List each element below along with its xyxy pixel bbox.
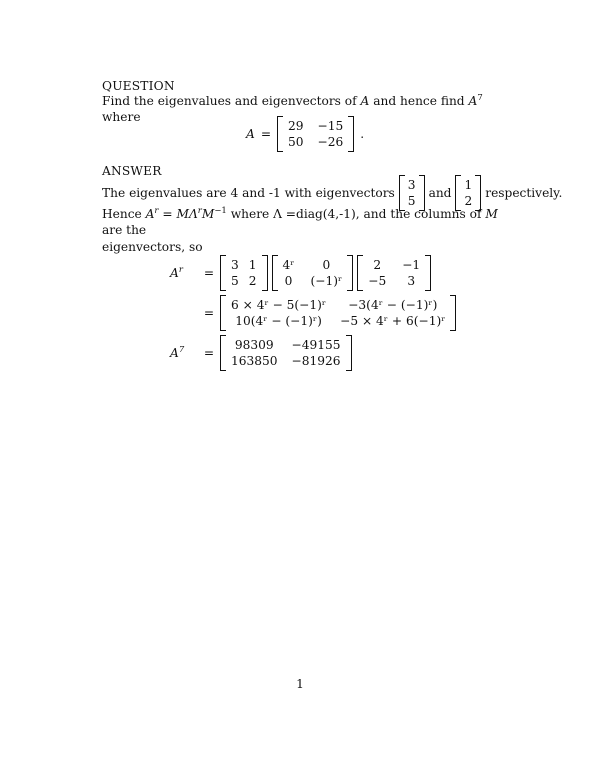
matrix-cell: 29 bbox=[288, 119, 304, 133]
hence-suffix: are the bbox=[102, 223, 147, 238]
page-number: 1 bbox=[296, 677, 304, 691]
lhs-A7: A bbox=[170, 345, 179, 360]
derivation-row-1: $A^r$ = 3 1 5 2 4ʳ 0 0 (−1)ʳ 2 −1 −5 3 bbox=[170, 255, 456, 291]
matrix-name: A bbox=[360, 94, 370, 108]
question-heading: QUESTION bbox=[102, 79, 175, 93]
matrix-cell: −15 bbox=[317, 119, 344, 133]
matrix-A-label: A bbox=[246, 126, 255, 141]
vector-cell: 5 bbox=[407, 194, 416, 208]
matrix-result-r: 6 × 4ʳ − 5(−1)ʳ −3(4ʳ − (−1)ʳ) 10(4ʳ − (−1)ʳ) −5 × 4ʳ + 6(−1)ʳ bbox=[220, 295, 456, 331]
matrix-M: 3 1 5 2 bbox=[220, 255, 268, 291]
question-text-prefix: Find the eigenvalues and eigenvectors of bbox=[102, 94, 357, 108]
derivation-row-3: $A^7$ = 98309 −49155 163850 −81926 bbox=[170, 335, 456, 371]
matrix-result-7: 98309 −49155 163850 −81926 bbox=[220, 335, 352, 371]
vector-cell: 3 bbox=[407, 178, 416, 192]
matrix-A bbox=[277, 116, 354, 152]
hence-mid: where Λ =diag(4,-1), and the columns of bbox=[230, 207, 482, 221]
vector-cell: 1 bbox=[464, 178, 473, 192]
matrix-name-2: A bbox=[468, 94, 478, 108]
hence-prefix: Hence bbox=[102, 207, 142, 221]
matrix-A-definition: A = 29 −15 50 −26 . bbox=[246, 116, 364, 152]
derivation-row-2: = 6 × 4ʳ − 5(−1)ʳ −3(4ʳ − (−1)ʳ) 10(4ʳ − (−1)ʳ) −5 × 4ʳ + 6(−1)ʳ bbox=[170, 295, 456, 331]
lhs-Ar: A bbox=[170, 265, 179, 280]
hence-sentence: Hence $A^r = M\Lambda^rM^{-1}$ where Λ =diag(4,-1), and the columns of M are the eigenvectors, so bbox=[102, 205, 498, 254]
matrix-cell: 50 bbox=[288, 135, 304, 149]
eigen-prefix: The eigenvalues are 4 and -1 with eigenvectors bbox=[102, 185, 395, 200]
question-text-suffix: where bbox=[102, 110, 141, 125]
power-exponent: 7 bbox=[477, 92, 483, 103]
answer-heading: ANSWER bbox=[102, 164, 162, 178]
hence-eq: = MΛ bbox=[162, 207, 198, 221]
hence-line3: eigenvectors, so bbox=[102, 239, 203, 254]
matrix-M-inverse: 2 −1 −5 3 bbox=[357, 255, 431, 291]
and-word: and bbox=[428, 185, 452, 200]
vector-cell: 2 bbox=[464, 194, 473, 208]
hence-M: M bbox=[485, 207, 498, 221]
question-text-mid: and hence find bbox=[373, 94, 465, 108]
matrix-Lambda-r: 4ʳ 0 0 (−1)ʳ bbox=[272, 255, 354, 291]
matrix-cell: −26 bbox=[317, 135, 344, 149]
eigen-suffix: respectively. bbox=[485, 185, 563, 200]
derivation bbox=[170, 255, 456, 375]
